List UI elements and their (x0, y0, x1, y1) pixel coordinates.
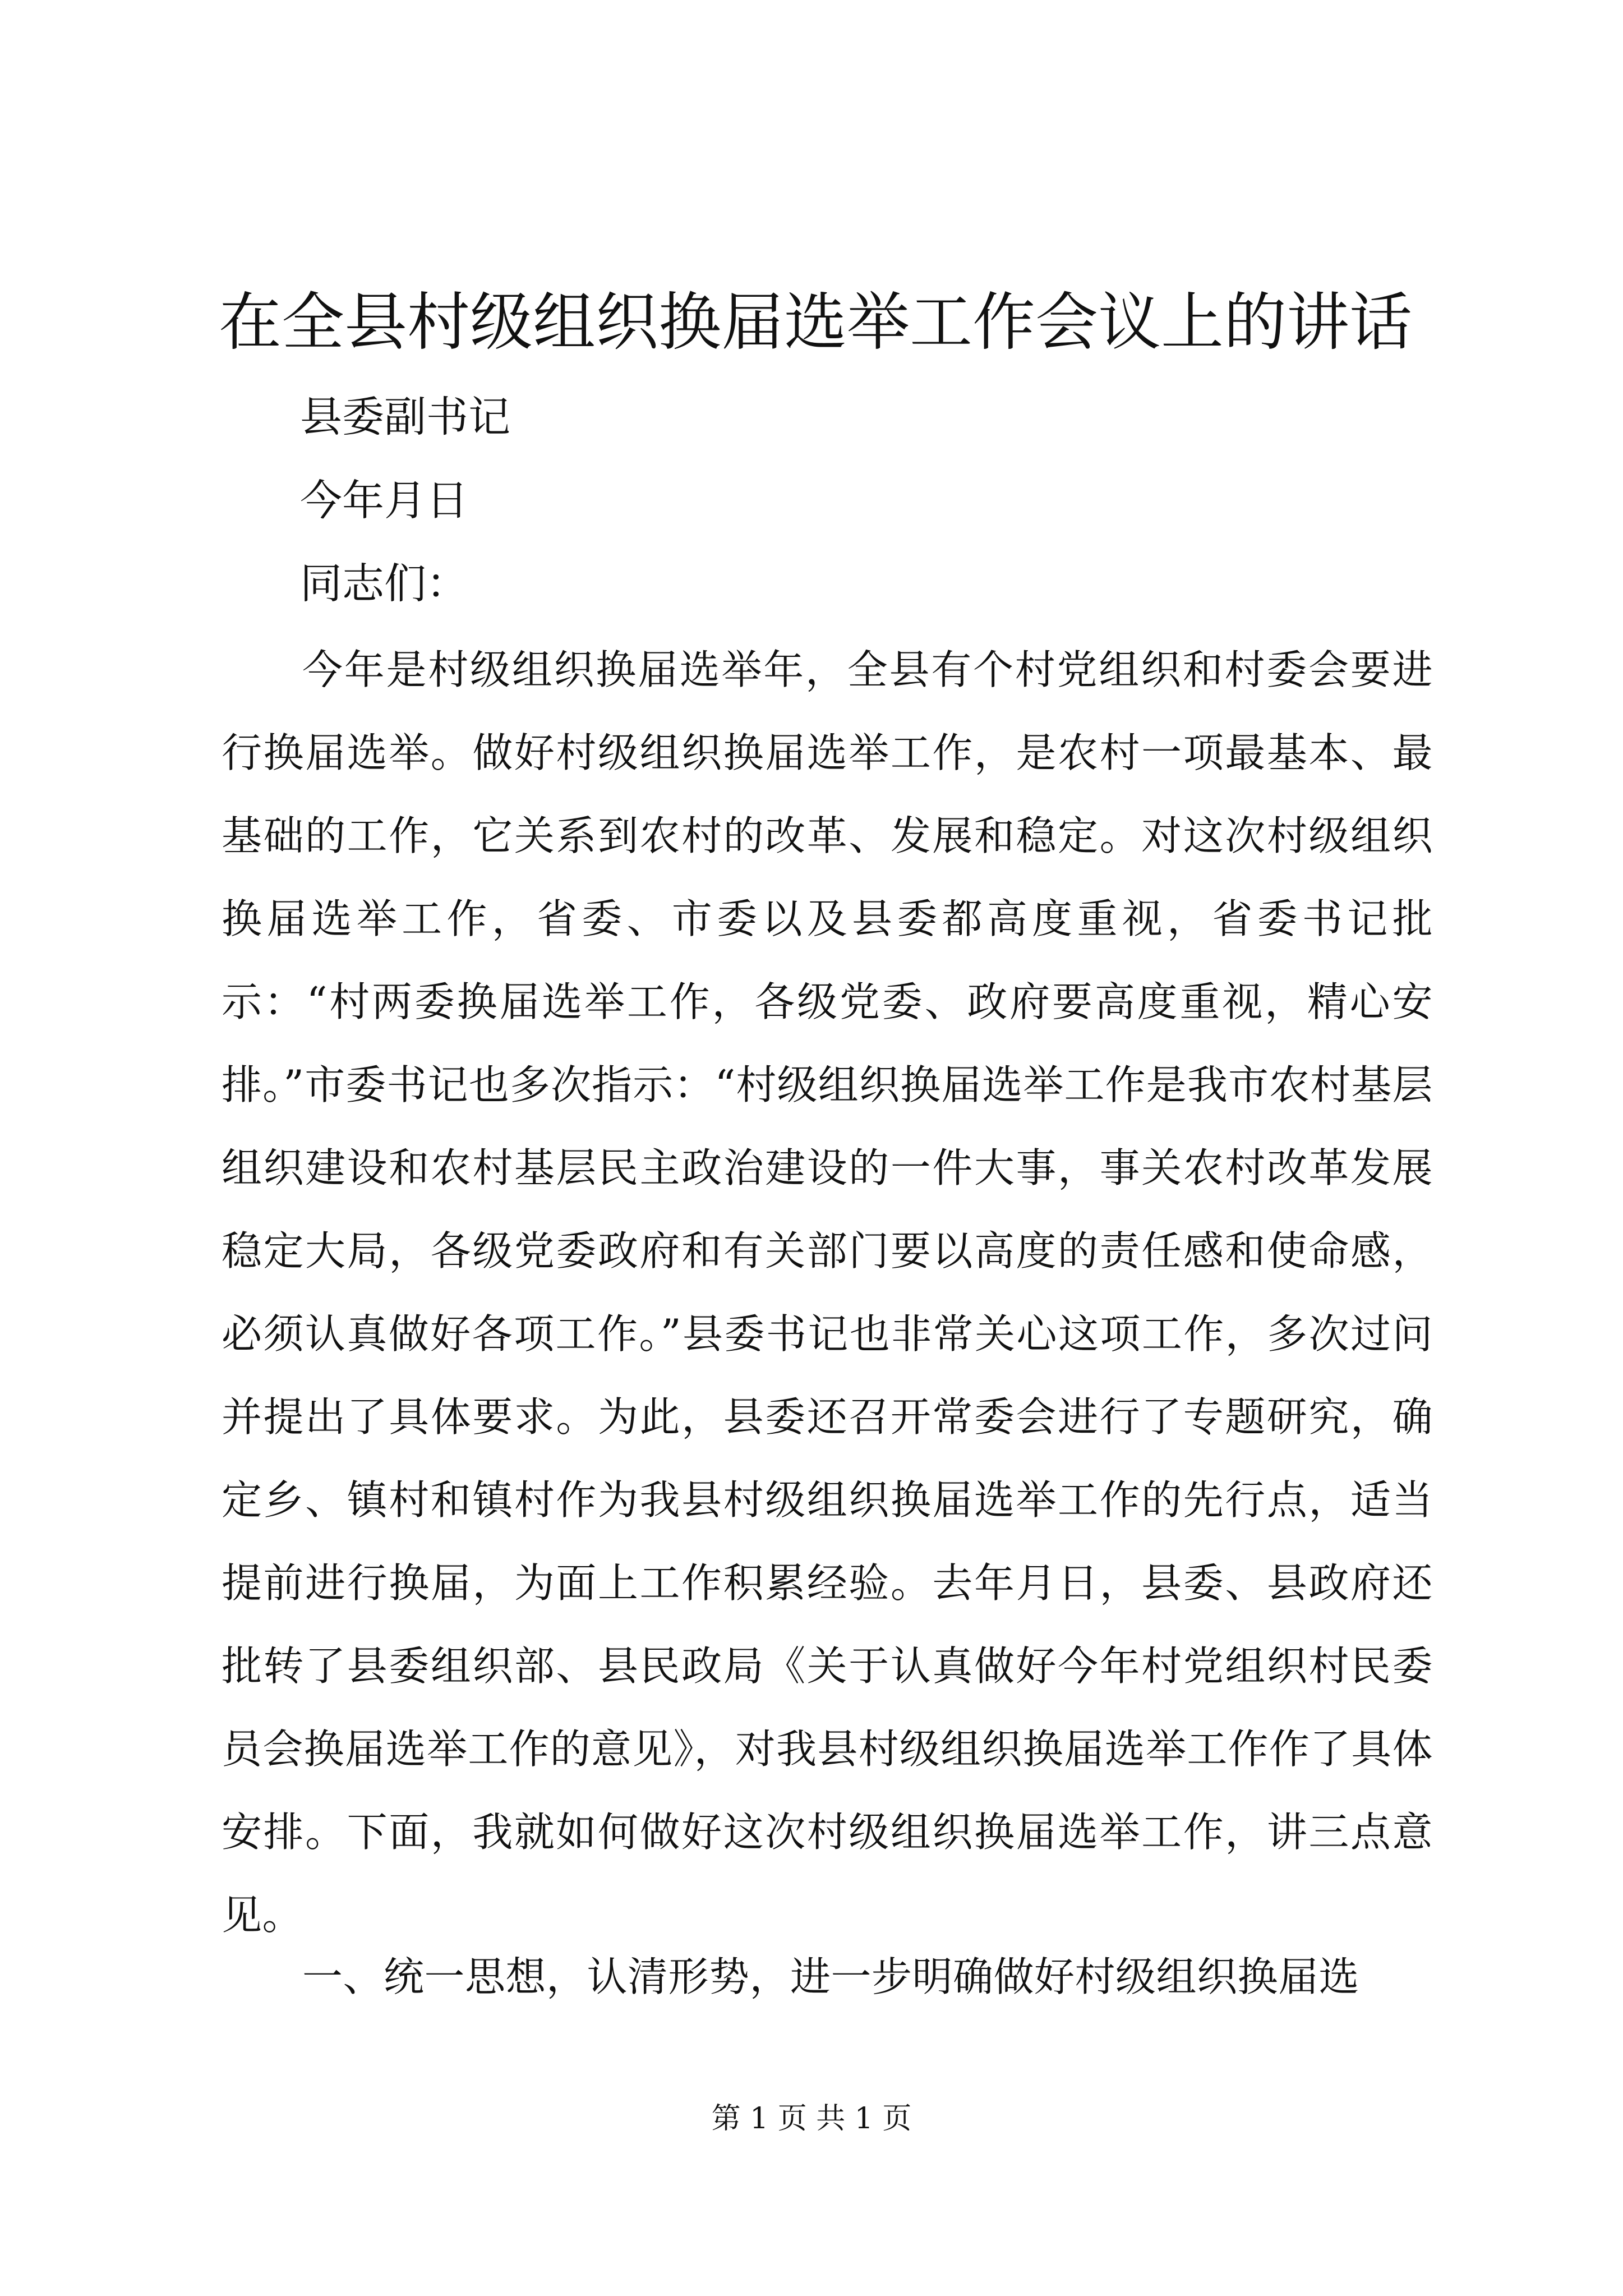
document-title: 在全县村级组织换届选举工作会议上的讲话 (219, 286, 1412, 359)
page-footer: 第 1 页 共 1 页 (711, 2102, 912, 2136)
body-paragraph: 今年是村级组织换届选举年，全县有个村党组织和村委会要进行换届选举。做好村级组织换届选举工作，是农村一项最基本、最基础的工作，它关系到农村的改革、发展和稳定。对这次村级组织换届选举工作，省委、市委以及县委都高度重视，省委书记批示：“村两委换届选举工作，各级党委、政府要高度重视，精心安排。”市委书记也多次指示：“村级组织换届选举工作是我市农村基层组织建设和农村基层民主政治建设的一件大事，事关农村改革发展稳定大局，各级党委政府和有关部门要以高度的责任感和使命感，必须认真做好各项工作。”县委书记也非常关心这项工作，多次过问并提出了具体要求。为此，县委还召开常委会进行了专题研究，确定乡、镇村和镇村作为我县村级组织换届选举工作的先行点，适当提前进行换届，为面上工作积累经验。去年月日，县委、县政府还批转了县委组织部、县民政局《关于认真做好今年村党组织村民委员会换届选举工作的意见》，对我县村级组织换届选举工作作了具体安排。下面，我就如何做好这次村级组织换届选举工作，讲三点意见。 (222, 646, 1433, 1939)
section-heading: 一、统一思想，认清形势，进一步明确做好村级组织换届选 (302, 1953, 1360, 2000)
salutation: 同志们： (300, 559, 469, 608)
date-line: 今年月日 (300, 476, 469, 525)
speaker-line: 县委副书记 (300, 392, 511, 441)
